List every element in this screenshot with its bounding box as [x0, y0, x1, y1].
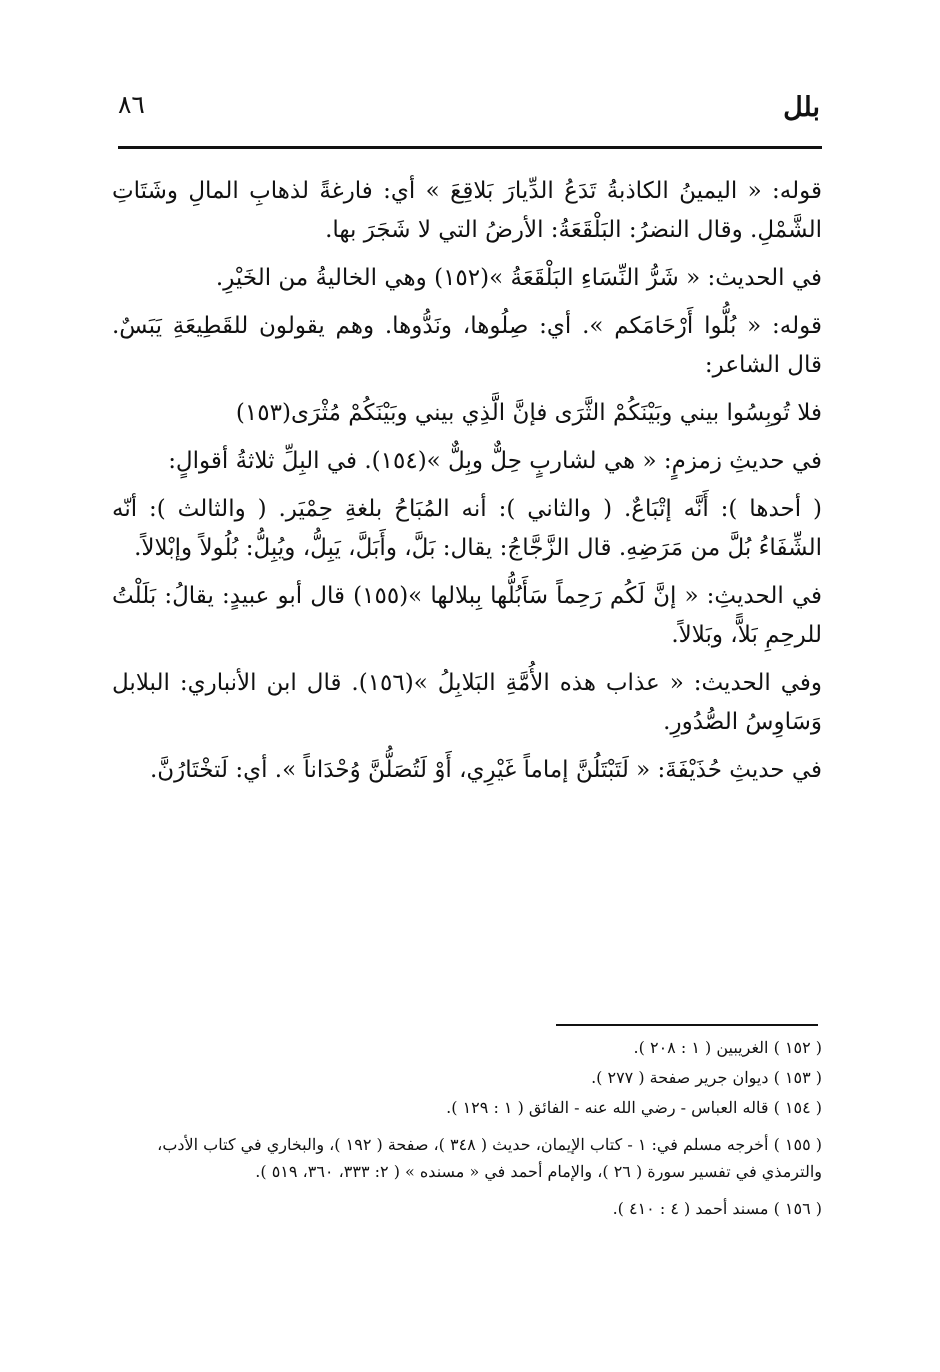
footnote-154: ( ١٥٤ ) قاله العباس - رضي الله عنه - الفائق ( ١ : ١٢٩ ).: [446, 1098, 822, 1117]
paragraph-hudhayfa: في حديثِ حُذَيْفَةَ: « لَتَبْتَلُنَّ إماماً غَيْرِي، أَوْ لَتُصَلُّنَّ وُحْدَاناً ». أي: لَتخْتَارُنَّ.: [149, 757, 822, 783]
running-head-word: بلل: [783, 92, 820, 123]
paragraph-bullu-arhamakum: قوله: « بُلُّوا أَرْحَامَكم ». أي: صِلُوها، ونَدُّوها. وهم يقولون للقَطِيعَةِ يَبَسٌ. قال الشاعر:: [112, 313, 822, 378]
footnote-152: ( ١٥٢ ) الغريبين ( ١ : ٢٠٨ ).: [633, 1038, 822, 1057]
footnote-153: ( ١٥٣ ) ديوان جرير صفحة ( ٢٧٧ ).: [591, 1068, 822, 1087]
paragraph-yamin: قوله: « اليمينُ الكاذبةُ تَدَعُ الدِّيارَ بَلاقِعَ » أي: فارغةً لذهابِ المالِ وشَتَاتِ الشَّمْلِ. وقال النضرُ: البَلْقَعَةُ: الأرضُ التي لا شَجَرَ بها.: [112, 178, 822, 243]
paragraph-zamzam: في حديثِ زمزمٍ: « هي لشاربٍ حِلٌّ وبِلٌّ »(١٥٤). في البِلِّ ثلاثةُ أقوالٍ:: [168, 448, 822, 474]
footnote-155: ( ١٥٥ ) أخرجه مسلم في: ١ - كتاب الإيمان، حديث ( ٣٤٨ )، صفحة ( ١٩٢ )، والبخاري في كتاب الأدب، والترمذي في تفسير سورة ( ٢٦ )، والإمام أحمد في « مسنده » ( ٢: ٣٣٣، ٣٦٠، ٥١٩ ).: [157, 1135, 822, 1181]
paragraph-balabil: وفي الحديث: « عذاب هذه الأُمَّةِ البَلابِلُ »(١٥٦). قال ابن الأنباري: البلابل وَسَاوِسُ الصُّدُورِ.: [112, 670, 822, 735]
header-divider: [118, 146, 822, 149]
main-text: [112, 172, 822, 799]
footnotes: [110, 1034, 822, 1225]
footnote-156: ( ١٥٦ ) مسند أحمد ( ٤ : ٤١٠ ).: [612, 1199, 822, 1218]
footnote-divider: [556, 1024, 818, 1026]
page-number: ٨٦: [118, 90, 145, 119]
paragraph-balqaa-hadith: في الحديث: « شَرُّ النِّسَاءِ البَلْقَعَةُ »(١٥٢) وهي الخاليةُ من الخَيْرِ.: [215, 265, 822, 291]
paragraph-rahim: في الحديثِ: « إنَّ لَكُم رَحِماً سَأَبُلُّها بِبلالها »(١٥٥) قال أبو عبيدٍ: يقالُ: بَلَلْتُ للرحِمِ بَلاًّ، وبَلالاً.: [112, 583, 823, 648]
poetry-verse: فلا تُوبِسُوا بيني وبَيْنَكُمْ الثَّرَى فإنَّ الَّذِي بيني وبَيْنَكُمْ مُثْرَى(١٥٣): [235, 400, 822, 426]
paragraph-three-opinions: ( أحدها ): أَنَّه إتْبَاعٌ. ( والثاني ): أنه المُبَاحُ بلغةِ حِمْيَر. ( والثالث ): أنّه الشِّفَاءُ بُلَّ من مَرَضِهِ. قال الزَّجَّاجُ: يقال: بَلَّ، وأَبَلَّ، يَبِلُّ، ويُبِلُّ: بُلُولاً وإبْلالاً.: [112, 496, 822, 561]
